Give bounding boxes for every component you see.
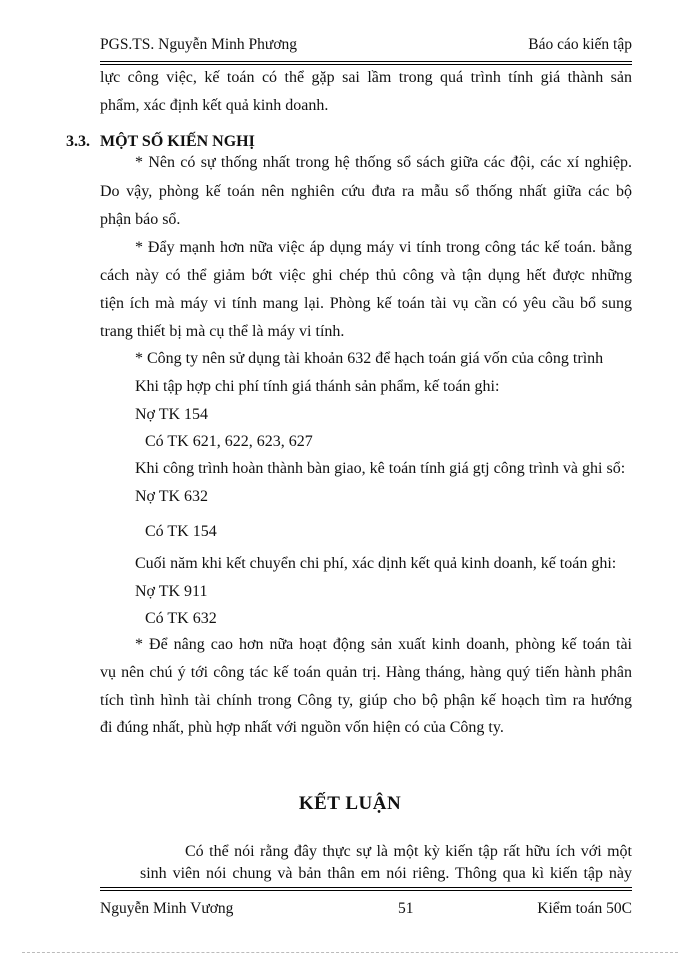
- entry-1-intro: Khi tập hợp chi phí tính giá thánh sản phẩm, kế toán ghi:: [135, 378, 500, 395]
- paragraph-2-line-2: cách này có thể giảm bớt việc ghi chép thủ công và tận dụng hết được những: [100, 267, 632, 284]
- page-number: 51: [398, 900, 414, 917]
- header-rule-bottom: [100, 64, 632, 65]
- intro-line-2: phẩm, xác định kết quả kinh doanh.: [100, 97, 329, 114]
- entry-3-debit: Nợ TK 911: [135, 583, 208, 600]
- page-break-line: [22, 952, 678, 953]
- intro-line-1: lực công việc, kế toán có thể gặp sai lầm trong quá trình tính giá thành sản: [100, 69, 632, 86]
- paragraph-1-line-3: phận báo sổ.: [100, 211, 181, 228]
- footer-rule-top: [100, 887, 632, 888]
- paragraph-1-line-1: * Nên có sự thống nhất trong hệ thống sổ sách giữa các đội, các xí nghiệp.: [135, 154, 632, 171]
- entry-2-debit: Nợ TK 632: [135, 488, 209, 505]
- entry-2-intro: Khi công trình hoàn thành bàn giao, kê toán tính giá gtj công trình và ghi sổ:: [135, 460, 626, 477]
- entry-1-credit: Có TK 621, 622, 623, 627: [145, 433, 313, 450]
- entry-3-intro: Cuối năm khi kết chuyển chi phí, xác dịnh kết quả kinh doanh, kế toán ghi:: [135, 555, 617, 572]
- header-author: PGS.TS. Nguyễn Minh Phương: [100, 36, 298, 53]
- page-footer: [100, 900, 632, 922]
- entry-2-credit: Có TK 154: [145, 523, 217, 540]
- footer-rule-bottom: [100, 890, 632, 891]
- paragraph-2-line-1: * Đẩy mạnh hơn nữa việc áp dụng máy vi tính trong công tác kế toán. bằng: [135, 239, 632, 256]
- section-title: MỘT SỐ KIẾN NGHỊ: [100, 133, 255, 150]
- section-number: 3.3.: [66, 133, 90, 150]
- page-header: [100, 36, 632, 58]
- paragraph-2-line-4: trang thiết bị mà cụ thể là máy vi tính.: [100, 323, 345, 340]
- footer-class: Kiểm toán 50C: [537, 900, 632, 917]
- paragraph-2-line-3: tiện ích mà máy vi tính mang lại. Phòng kế toán tài vụ cần có yêu cầu bổ sung: [100, 295, 632, 312]
- paragraph-4-line-3: tích tình hình tài chính trong Công ty, giúp cho bộ phận kế hoạch tìm ra hướng: [100, 692, 632, 709]
- header-doc-type: Báo cáo kiến tập: [528, 36, 632, 53]
- conclusion-title: KẾT LUẬN: [298, 793, 402, 814]
- conclusion-line-1: Có thể nói rằng đây thực sự là một kỳ kiến tập rất hữu ích với một: [185, 843, 632, 860]
- paragraph-1-line-2: Do vậy, phòng kế toán nên nghiên cứu đưa ra mẫu sổ thống nhất giữa các bộ: [100, 183, 632, 200]
- paragraph-4-line-1: * Để nâng cao hơn nữa hoạt động sản xuất kinh doanh, phòng kế toán tài: [135, 636, 632, 653]
- entry-3-credit: Có TK 632: [145, 610, 217, 627]
- paragraph-3: * Công ty nên sử dụng tài khoản 632 để hạch toán giá vốn của công trình: [135, 350, 604, 367]
- paragraph-4-line-4: đi đúng nhất, phù hợp nhất với nguồn vốn hiện có của Công ty.: [100, 719, 504, 736]
- header-rule-top: [100, 61, 632, 62]
- paragraph-4-line-2: vụ nên chú ý tới công tác kế toán quản trị. Hàng tháng, hàng quý tiến hành phân: [100, 664, 632, 681]
- entry-1-debit: Nợ TK 154: [135, 406, 209, 423]
- footer-student: Nguyễn Minh Vương: [100, 900, 234, 917]
- conclusion-line-2: sinh viên nói chung và bản thân em nói riêng. Thông qua kì kiến tập này: [140, 865, 632, 882]
